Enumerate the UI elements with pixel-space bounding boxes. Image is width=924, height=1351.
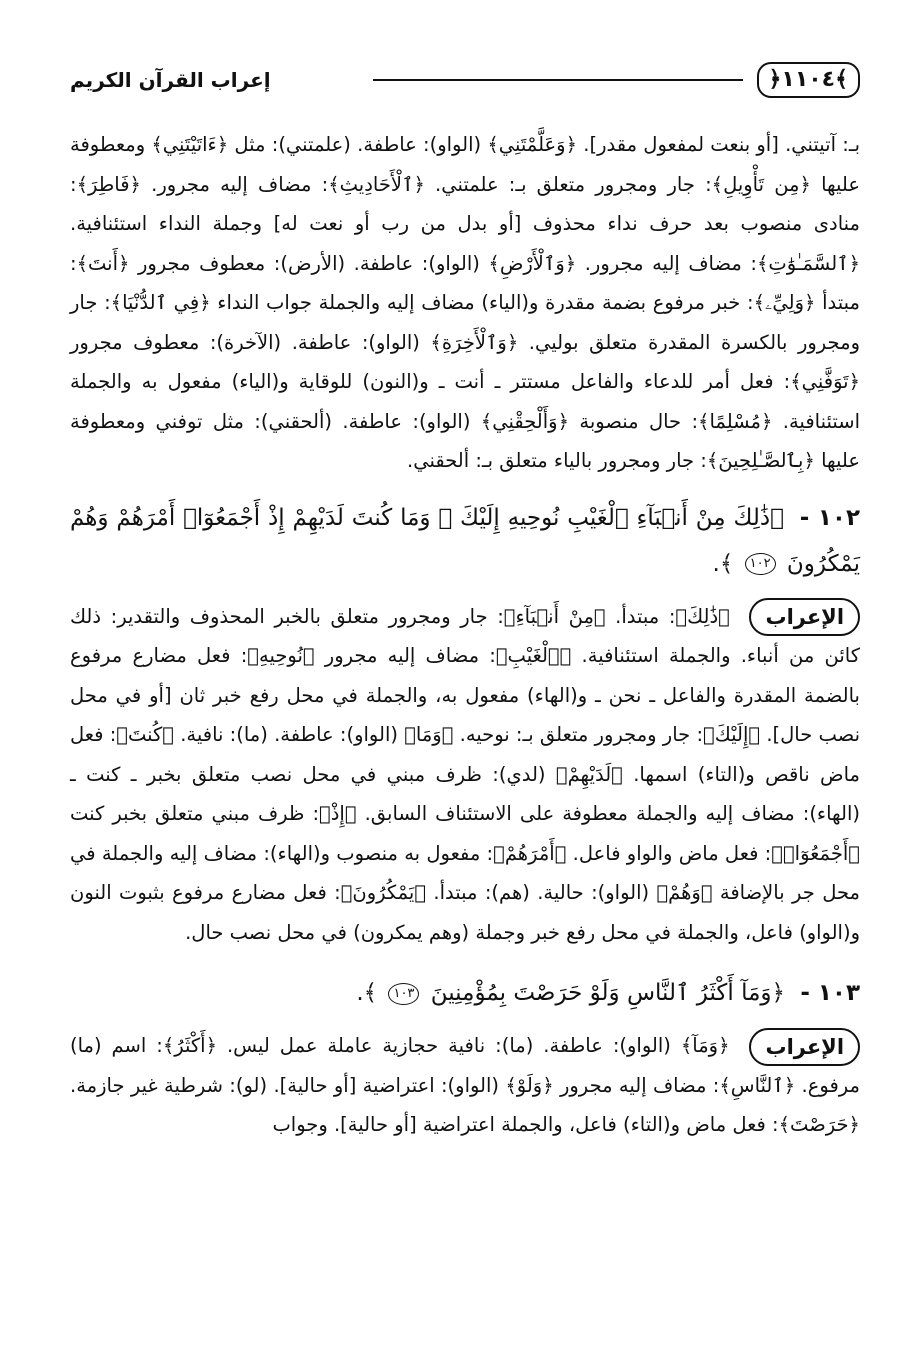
verse-103: [70, 970, 860, 1016]
page-number: ﴿١١٠٤﴾: [757, 62, 861, 98]
verse-end-marker: ١٠٣: [388, 983, 419, 1005]
irab-text: ﴿وَمَآ﴾ (الواو): عاطفة. (ما): نافية حجازية عاملة عمل ليس. ﴿أَكْثَرُ﴾: اسم (ما) مرفوع. ﴿ٱلنَّاسِ﴾: مضاف إليه مجرور ﴿وَلَوْ﴾ (الواو): اعتراضية [أو حالية]. (لو): شرطية غير جازمة. ﴿حَرَصْتَ﴾: فعل ماض و(التاء) فاعل، والجملة اعتراضية [أو حالية]. وجواب: [70, 1034, 860, 1136]
header-rule: [373, 79, 743, 81]
book-page: [70, 55, 860, 1315]
verse-text: ﴿وَمَآ أَكْثَرُ ٱلنَّاسِ وَلَوْ حَرَصْتَ بِمُؤْمِنِينَ: [430, 980, 785, 1006]
verse-text: ﴿ذَٰلِكَ مِنْ أَنۢبَآءِ ٱلْغَيْبِ نُوحِيهِ إِلَيْكَ ۖ وَمَا كُنتَ لَدَيْهِمْ إِذْ أَجْمَعُوٓا۟ أَمْرَهُمْ وَهُمْ يَمْكُرُونَ: [70, 504, 860, 577]
book-title: إعراب القرآن الكريم: [70, 68, 271, 92]
verse-closing: ﴾.: [356, 980, 378, 1006]
irab-badge: الإعراب: [749, 598, 860, 636]
irab-text: ﴿ذَٰلِكَ﴾: مبتدأ. ﴿مِنْ أَنۢبَآءِ﴾: جار ومجرور متعلق بالخبر المحذوف والتقدير: ذلك كائن من أنباء. والجملة استئنافية. ﴿ٱلْغَيْبِ﴾: مضاف إليه مجرور ﴿نُوحِيهِ﴾: فعل مضارع مرفوع بالضمة المقدرة والفاعل ـ نحن ـ و(الهاء) مفعول به، والجملة في محل رفع خبر ثان [أو في محل نصب حال]. ﴿إِلَيْكَ﴾: جار ومجرور متعلق بـ: نوحيه. ﴿وَمَا﴾ (الواو): عاطفة. (ما): نافية. ﴿كُنتَ﴾: فعل ماض ناقص و(التاء) اسمها. ﴿لَدَيْهِمْ﴾ (لدي): ظرف مبني في محل نصب متعلق بخبر ـ كنت ـ (الهاء): مضاف إليه والجملة معطوفة على الاستئناف السابق. ﴿إِذْ﴾: ظرف مبني متعلق بخبر كنت ﴿أَجْمَعُوٓا۟﴾: فعل ماض والواو فاعل. ﴿أَمْرَهُمْ﴾: مفعول به منصوب و(الهاء): مضاف إليه والجملة في محل جر بالإضافة ﴿وَهُمْ﴾ (الواو): حالية. (هم): مبتدأ. ﴿يَمْكُرُونَ﴾: فعل مضارع مرفوع بثبوت النون و(الواو) فاعل، والجملة في محل رفع خبر وجملة (وهم يمكرون) في محل نصب حال.: [70, 604, 860, 944]
verse-end-marker: ١٠٢: [745, 553, 776, 575]
irab-badge: الإعراب: [749, 1028, 860, 1066]
verse-number: ١٠٣ -: [800, 980, 860, 1006]
page-header: [70, 55, 860, 105]
verse-102: [70, 495, 860, 587]
verse-number: ١٠٢ -: [799, 504, 860, 531]
irab-paragraph-103: [70, 1026, 860, 1145]
irab-paragraph-102: [70, 597, 860, 953]
intro-paragraph: بـ: آتيتني. [أو بنعت لمفعول مقدر]. ﴿وَعَلَّمْتَنِي﴾ (الواو): عاطفة. (علمتني): مثل ﴿ءَاتَيْتَنِي﴾ ومعطوفة عليها ﴿مِن تَأْوِيلِ﴾: جار ومجرور متعلق بـ: علمتني. ﴿ٱلْأَحَادِيثِ﴾: مضاف إليه مجرور. ﴿فَاطِرَ﴾: منادى منصوب بعد حرف نداء محذوف [أو بدل من رب أو نعت له] وجملة النداء استئنافية. ﴿ٱلسَّمَـٰوَٰتِ﴾: مضاف إليه مجرور. ﴿وَٱلْأَرْضِ﴾ (الواو): عاطفة. (الأرض): معطوف مجرور ﴿أَنتَ﴾: مبتدأ ﴿وَلِيِّۦ﴾: خبر مرفوع بضمة مقدرة و(الياء) مضاف إليه والجملة جواب النداء ﴿فِي ٱلدُّنْيَا﴾: جار ومجرور بالكسرة المقدرة متعلق بوليي. ﴿وَٱلْأَخِرَةِ﴾ (الواو): عاطفة. (الآخرة): معطوف مجرور ﴿تَوَفَّنِي﴾: فعل أمر للدعاء والفاعل مستتر ـ أنت ـ و(النون) للوقاية و(الياء) مفعول به والجملة استئنافية. ﴿مُسْلِمًا﴾: حال منصوبة ﴿وَأَلْحِقْنِي﴾ (الواو): عاطفة. (ألحقني): مثل توفني ومعطوفة عليها ﴿بِٱلصَّـٰلِحِينَ﴾: جار ومجرور بالياء متعلق بـ: ألحقني.: [70, 133, 860, 472]
verse-closing: ﴾.: [712, 550, 734, 577]
